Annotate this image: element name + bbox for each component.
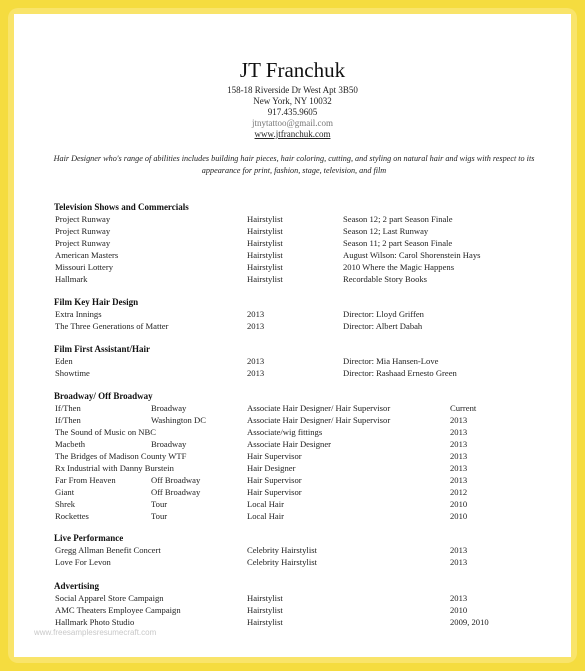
entry-title: Project Runway bbox=[55, 214, 111, 224]
entry-venue: Off Broadway bbox=[151, 475, 201, 485]
entry-title: Hallmark bbox=[55, 274, 88, 284]
entry-role: Hair Designer bbox=[247, 463, 296, 473]
entry-title: Missouri Lottery bbox=[55, 262, 114, 272]
entry-role: Associate Hair Designer/ Hair Supervisor bbox=[247, 403, 391, 413]
entry-venue: Tour bbox=[151, 499, 168, 509]
entry-venue: Washington DC bbox=[151, 415, 206, 425]
entry-row bbox=[14, 474, 571, 486]
entry-row bbox=[14, 308, 571, 320]
entry-year: Current bbox=[450, 403, 477, 413]
entry-row bbox=[14, 604, 571, 616]
entry-year: 2010 bbox=[450, 511, 468, 521]
entry-role: Hairstylist bbox=[247, 593, 283, 603]
entry-year: 2009, 2010 bbox=[450, 617, 489, 627]
entry-role: Celebrity Hairstylist bbox=[247, 557, 317, 567]
entry-role: Hairstylist bbox=[247, 262, 283, 272]
entry-title: Love For Levon bbox=[55, 557, 111, 567]
entry-detail: Recordable Story Books bbox=[343, 274, 428, 284]
entry-year: 2012 bbox=[450, 487, 468, 497]
entry-row bbox=[14, 273, 571, 285]
section-title: Live Performance bbox=[54, 533, 124, 543]
entry-role: Hairstylist bbox=[247, 214, 283, 224]
entry-detail: Director: Mia Hansen-Love bbox=[343, 356, 439, 366]
entry-year: 2013 bbox=[450, 451, 468, 461]
entry-venue: Tour bbox=[151, 511, 168, 521]
entry-title: Rx Industrial with Danny Burstein bbox=[55, 463, 174, 473]
entry-row bbox=[14, 261, 571, 273]
section-title: Television Shows and Commercials bbox=[54, 202, 189, 212]
entry-row bbox=[14, 556, 571, 568]
entry-detail: Director: Rashaad Ernesto Green bbox=[343, 368, 457, 378]
entry-row bbox=[14, 616, 571, 628]
resume-name: JT Franchuk bbox=[239, 58, 346, 82]
entry-venue: Off Broadway bbox=[151, 487, 201, 497]
entry-role: Hairstylist bbox=[247, 250, 283, 260]
entry-row bbox=[14, 355, 571, 367]
entry-detail: Season 11; 2 part Season Finale bbox=[343, 238, 453, 248]
entry-row bbox=[14, 462, 571, 474]
section-title: Advertising bbox=[54, 581, 99, 591]
entry-detail: Season 12; Last Runway bbox=[343, 226, 429, 236]
entry-role: Hairstylist bbox=[247, 605, 283, 615]
resume-page bbox=[14, 14, 571, 657]
entry-title: Shrek bbox=[55, 499, 76, 509]
entry-role: Hairstylist bbox=[247, 274, 283, 284]
entry-year: 2013 bbox=[450, 427, 468, 437]
entry-year: 2013 bbox=[450, 593, 468, 603]
entry-row bbox=[14, 225, 571, 237]
entry-role: 2013 bbox=[247, 309, 265, 319]
entry-row bbox=[14, 450, 571, 462]
phone: 917.435.9605 bbox=[267, 107, 318, 117]
entry-year: 2013 bbox=[450, 415, 468, 425]
entry-row bbox=[14, 249, 571, 261]
entry-row bbox=[14, 237, 571, 249]
entry-role: 2013 bbox=[247, 368, 265, 378]
section-title: Film Key Hair Design bbox=[54, 297, 139, 307]
entry-row bbox=[14, 510, 571, 522]
entry-year: 2010 bbox=[450, 499, 468, 509]
entry-title: Project Runway bbox=[55, 226, 111, 236]
entry-role: Hairstylist bbox=[247, 238, 283, 248]
entry-role: Hair Supervisor bbox=[247, 475, 302, 485]
entry-title: Social Apparel Store Campaign bbox=[55, 593, 164, 603]
entry-year: 2013 bbox=[450, 463, 468, 473]
entry-title: Showtime bbox=[55, 368, 90, 378]
entry-role: Celebrity Hairstylist bbox=[247, 545, 317, 555]
entry-venue: Broadway bbox=[151, 439, 187, 449]
watermark: www.freesamplesresumecraft.com bbox=[34, 628, 157, 637]
entry-title: The Bridges of Madison County WTF bbox=[55, 451, 187, 461]
entry-row bbox=[14, 414, 571, 426]
entry-role: Associate Hair Designer bbox=[247, 439, 331, 449]
entry-row bbox=[14, 367, 571, 379]
entry-title: The Sound of Music on NBC bbox=[55, 427, 156, 437]
entry-title: AMC Theaters Employee Campaign bbox=[55, 605, 181, 615]
entry-year: 2013 bbox=[450, 439, 468, 449]
entry-role: Hair Supervisor bbox=[247, 487, 302, 497]
entry-role: 2013 bbox=[247, 356, 265, 366]
entry-row bbox=[14, 498, 571, 510]
entry-title: If/Then bbox=[55, 403, 81, 413]
entry-detail: 2010 Where the Magic Happens bbox=[343, 262, 455, 272]
entry-year: 2013 bbox=[450, 545, 468, 555]
entry-row bbox=[14, 426, 571, 438]
address-line-1: 158-18 Riverside Dr West Apt 3B50 bbox=[227, 85, 358, 95]
entry-venue: Broadway bbox=[151, 403, 187, 413]
address-line-2: New York, NY 10032 bbox=[253, 96, 332, 106]
section-title: Broadway/ Off Broadway bbox=[54, 391, 153, 401]
website-link[interactable]: www.jtfranchuk.com bbox=[254, 129, 331, 139]
entry-title: Extra Innings bbox=[55, 309, 102, 319]
entry-title: American Masters bbox=[55, 250, 119, 260]
entry-detail: Director: Lloyd Griffen bbox=[343, 309, 424, 319]
entry-title: Giant bbox=[55, 487, 75, 497]
entry-title: Far From Heaven bbox=[55, 475, 116, 485]
entry-year: 2013 bbox=[450, 475, 468, 485]
entry-row bbox=[14, 320, 571, 332]
entry-detail: Season 12; 2 part Season Finale bbox=[343, 214, 453, 224]
entry-detail: August Wilson: Carol Shorenstein Hays bbox=[343, 250, 481, 260]
entry-row bbox=[14, 213, 571, 225]
entry-role: Local Hair bbox=[247, 499, 284, 509]
entry-title: The Three Generations of Matter bbox=[55, 321, 169, 331]
entry-row bbox=[14, 592, 571, 604]
email-link[interactable]: jtnytattoo@gmail.com bbox=[251, 118, 334, 128]
entry-row bbox=[14, 402, 571, 414]
entry-title: Rockettes bbox=[55, 511, 89, 521]
entry-title: If/Then bbox=[55, 415, 81, 425]
entry-detail: Director: Albert Dabah bbox=[343, 321, 423, 331]
entry-role: Local Hair bbox=[247, 511, 284, 521]
entry-title: Project Runway bbox=[55, 238, 111, 248]
entry-row bbox=[14, 438, 571, 450]
entry-role: Hairstylist bbox=[247, 617, 283, 627]
entry-row bbox=[14, 486, 571, 498]
entry-role: Hair Supervisor bbox=[247, 451, 302, 461]
entry-title: Hallmark Photo Studio bbox=[55, 617, 135, 627]
entry-year: 2013 bbox=[450, 557, 468, 567]
entry-year: 2010 bbox=[450, 605, 468, 615]
section-title: Film First Assistant/Hair bbox=[54, 344, 150, 354]
entry-role: Associate/wig fittings bbox=[247, 427, 323, 437]
entry-role: Associate Hair Designer/ Hair Supervisor bbox=[247, 415, 391, 425]
entry-role: Hairstylist bbox=[247, 226, 283, 236]
entry-row bbox=[14, 544, 571, 556]
entry-title: Eden bbox=[55, 356, 73, 366]
entry-title: Gregg Allman Benefit Concert bbox=[55, 545, 161, 555]
entry-role: 2013 bbox=[247, 321, 265, 331]
entry-title: Macbeth bbox=[55, 439, 86, 449]
summary-text: Hair Designer who's range of abilities includes building hair pieces, hair coloring, cutting, and styling on natural hair and wigs with respect to its appearance for print, fashion, stage, television, and film bbox=[53, 154, 535, 175]
